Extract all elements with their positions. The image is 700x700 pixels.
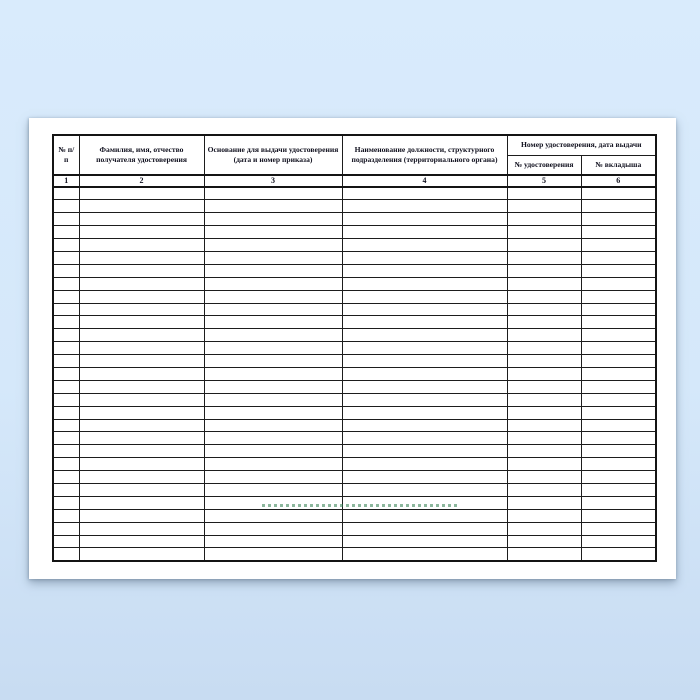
empty-cell [342,432,507,445]
empty-cell [79,329,204,342]
empty-cell [507,367,581,380]
empty-cell [204,458,342,471]
empty-cell [342,483,507,496]
col-header-position-division: Наименование должности, структурного подразделения (территориального органа) [342,135,507,175]
empty-cell [342,522,507,535]
empty-cell [581,226,656,239]
empty-cell [581,509,656,522]
empty-cell [79,239,204,252]
empty-cell [342,226,507,239]
empty-cell [53,393,79,406]
table-row [53,393,656,406]
empty-cell [342,239,507,252]
empty-cell [79,251,204,264]
empty-cell [53,432,79,445]
empty-cell [204,342,342,355]
empty-cell [53,303,79,316]
empty-cell [204,445,342,458]
table-row [53,496,656,509]
empty-cell [581,471,656,484]
empty-cell [507,406,581,419]
empty-cell [581,445,656,458]
empty-cell [79,355,204,368]
empty-cell [342,496,507,509]
empty-cell [507,496,581,509]
empty-cell [79,226,204,239]
empty-cell [342,380,507,393]
empty-cell [342,419,507,432]
empty-cell [204,200,342,213]
empty-cell [204,432,342,445]
empty-cell [581,419,656,432]
empty-cell [342,251,507,264]
empty-cell [507,419,581,432]
empty-cell [342,406,507,419]
empty-cell [79,535,204,548]
empty-cell [507,329,581,342]
empty-cell [342,445,507,458]
empty-cell [581,406,656,419]
empty-cell [53,548,79,561]
empty-cell [53,316,79,329]
empty-cell [53,535,79,548]
empty-cell [79,548,204,561]
empty-cell [204,535,342,548]
column-number-cell: 3 [204,175,342,187]
certificate-register-table [52,134,657,562]
empty-cell [53,290,79,303]
empty-cell [581,329,656,342]
empty-cell [581,380,656,393]
table-row [53,445,656,458]
empty-cell [204,316,342,329]
table-row [53,213,656,226]
empty-cell [79,200,204,213]
empty-cell [53,213,79,226]
empty-cell [53,264,79,277]
empty-cell [79,213,204,226]
empty-cell [79,406,204,419]
empty-cell [581,432,656,445]
empty-cell [79,277,204,290]
empty-cell [204,239,342,252]
empty-cell [507,445,581,458]
table-row [53,239,656,252]
empty-cell [507,251,581,264]
empty-cell [79,303,204,316]
empty-cell [79,342,204,355]
empty-cell [342,355,507,368]
empty-cell [581,548,656,561]
empty-cell [204,251,342,264]
table-row [53,535,656,548]
empty-cell [581,200,656,213]
table-row [53,264,656,277]
empty-cell [204,419,342,432]
empty-cell [342,277,507,290]
empty-cell [581,290,656,303]
table-row [53,290,656,303]
empty-cell [53,496,79,509]
empty-cell [53,483,79,496]
empty-cell [204,187,342,200]
empty-cell [581,239,656,252]
table-row [53,483,656,496]
empty-cell [204,303,342,316]
empty-cell [342,290,507,303]
table-row [53,226,656,239]
table-row [53,303,656,316]
empty-cell [79,380,204,393]
empty-cell [53,522,79,535]
empty-cell [79,393,204,406]
empty-cell [507,277,581,290]
empty-cell [53,471,79,484]
empty-cell [581,496,656,509]
empty-cell [507,432,581,445]
empty-cell [342,316,507,329]
empty-cell [507,239,581,252]
col-header-certificate-number: № удостоверения [507,155,581,175]
empty-cell [204,367,342,380]
table-row [53,329,656,342]
empty-cell [79,419,204,432]
table-row [53,342,656,355]
empty-cell [581,277,656,290]
empty-cell [507,393,581,406]
empty-cell [79,522,204,535]
empty-cell [79,264,204,277]
empty-cell [581,303,656,316]
empty-cell [53,239,79,252]
empty-cell [204,380,342,393]
table-row [53,458,656,471]
table-row [53,187,656,200]
empty-cell [507,483,581,496]
empty-cell [79,367,204,380]
empty-cell [53,200,79,213]
empty-cell [79,483,204,496]
empty-cell [79,445,204,458]
empty-cell [204,548,342,561]
empty-cell [342,264,507,277]
empty-cell [581,535,656,548]
empty-cell [53,355,79,368]
table-row [53,251,656,264]
empty-cell [342,535,507,548]
empty-cell [507,200,581,213]
column-number-cell: 6 [581,175,656,187]
empty-cell [507,471,581,484]
empty-cell [342,200,507,213]
table-row [53,355,656,368]
empty-cell [507,458,581,471]
empty-cell [204,264,342,277]
column-number-guide-row [53,175,656,187]
column-number-cell: 5 [507,175,581,187]
empty-cell [53,367,79,380]
empty-cell [204,471,342,484]
table-row [53,316,656,329]
empty-cell [53,406,79,419]
empty-cell [581,522,656,535]
empty-cell [342,213,507,226]
empty-cell [53,380,79,393]
empty-cell [204,329,342,342]
empty-cell [342,548,507,561]
empty-cell [79,496,204,509]
empty-cell [53,329,79,342]
empty-cell [79,432,204,445]
empty-cell [79,471,204,484]
column-number-cell: 1 [53,175,79,187]
table-row [53,200,656,213]
table-row [53,380,656,393]
table-row [53,432,656,445]
table-row [53,548,656,561]
empty-cell [53,445,79,458]
empty-cell [507,187,581,200]
empty-cell [581,316,656,329]
col-header-issuance-basis: Основание для выдачи удостоверения (дата и номер приказа) [204,135,342,175]
table-row [53,509,656,522]
empty-cell [581,251,656,264]
empty-cell [204,226,342,239]
empty-cell [204,483,342,496]
empty-cell [581,187,656,200]
empty-cell [79,509,204,522]
empty-cell [342,509,507,522]
empty-cell [204,277,342,290]
empty-cell [342,393,507,406]
empty-cell [53,187,79,200]
table-row [53,406,656,419]
document-page [29,118,676,579]
empty-cell [79,187,204,200]
empty-cell [53,458,79,471]
empty-cell [79,458,204,471]
col-header-insert-number: № вкладыша [581,155,656,175]
empty-cell [53,226,79,239]
empty-cell [342,187,507,200]
empty-cell [507,342,581,355]
empty-cell [581,483,656,496]
empty-cell [204,522,342,535]
col-group-header-certificate-number-date: Номер удостоверения, дата выдачи [507,135,656,155]
column-number-cell: 2 [79,175,204,187]
empty-cell [204,355,342,368]
empty-cell [507,264,581,277]
empty-cell [581,355,656,368]
table-row [53,277,656,290]
empty-cell [581,213,656,226]
table-row [53,367,656,380]
col-header-recipient-name: Фамилия, имя, отчество получателя удостоверения [79,135,204,175]
empty-cell [507,290,581,303]
empty-cell [204,496,342,509]
table-row [53,471,656,484]
empty-cell [507,213,581,226]
empty-cell [342,342,507,355]
empty-cell [507,509,581,522]
empty-cell [342,303,507,316]
empty-cell [507,535,581,548]
empty-cell [507,303,581,316]
empty-cell [507,226,581,239]
empty-cell [53,342,79,355]
empty-cell [204,213,342,226]
empty-cell [581,458,656,471]
column-number-cell: 4 [342,175,507,187]
empty-cell [204,406,342,419]
empty-cell [79,290,204,303]
empty-cell [342,329,507,342]
empty-cell [507,380,581,393]
table-row [53,419,656,432]
empty-cell [53,509,79,522]
empty-cell [342,471,507,484]
empty-cell [53,251,79,264]
table-row [53,522,656,535]
empty-cell [581,367,656,380]
empty-cell [204,393,342,406]
empty-cell [79,316,204,329]
empty-cell [581,393,656,406]
empty-cell [507,355,581,368]
empty-cell [53,277,79,290]
empty-cell [204,290,342,303]
empty-cell [204,509,342,522]
empty-cell [581,342,656,355]
empty-cell [342,367,507,380]
empty-cell [507,548,581,561]
empty-cell [53,419,79,432]
col-header-row-number: № п/п [53,135,79,175]
empty-cell [581,264,656,277]
empty-cell [342,458,507,471]
empty-cell [507,316,581,329]
empty-cell [507,522,581,535]
